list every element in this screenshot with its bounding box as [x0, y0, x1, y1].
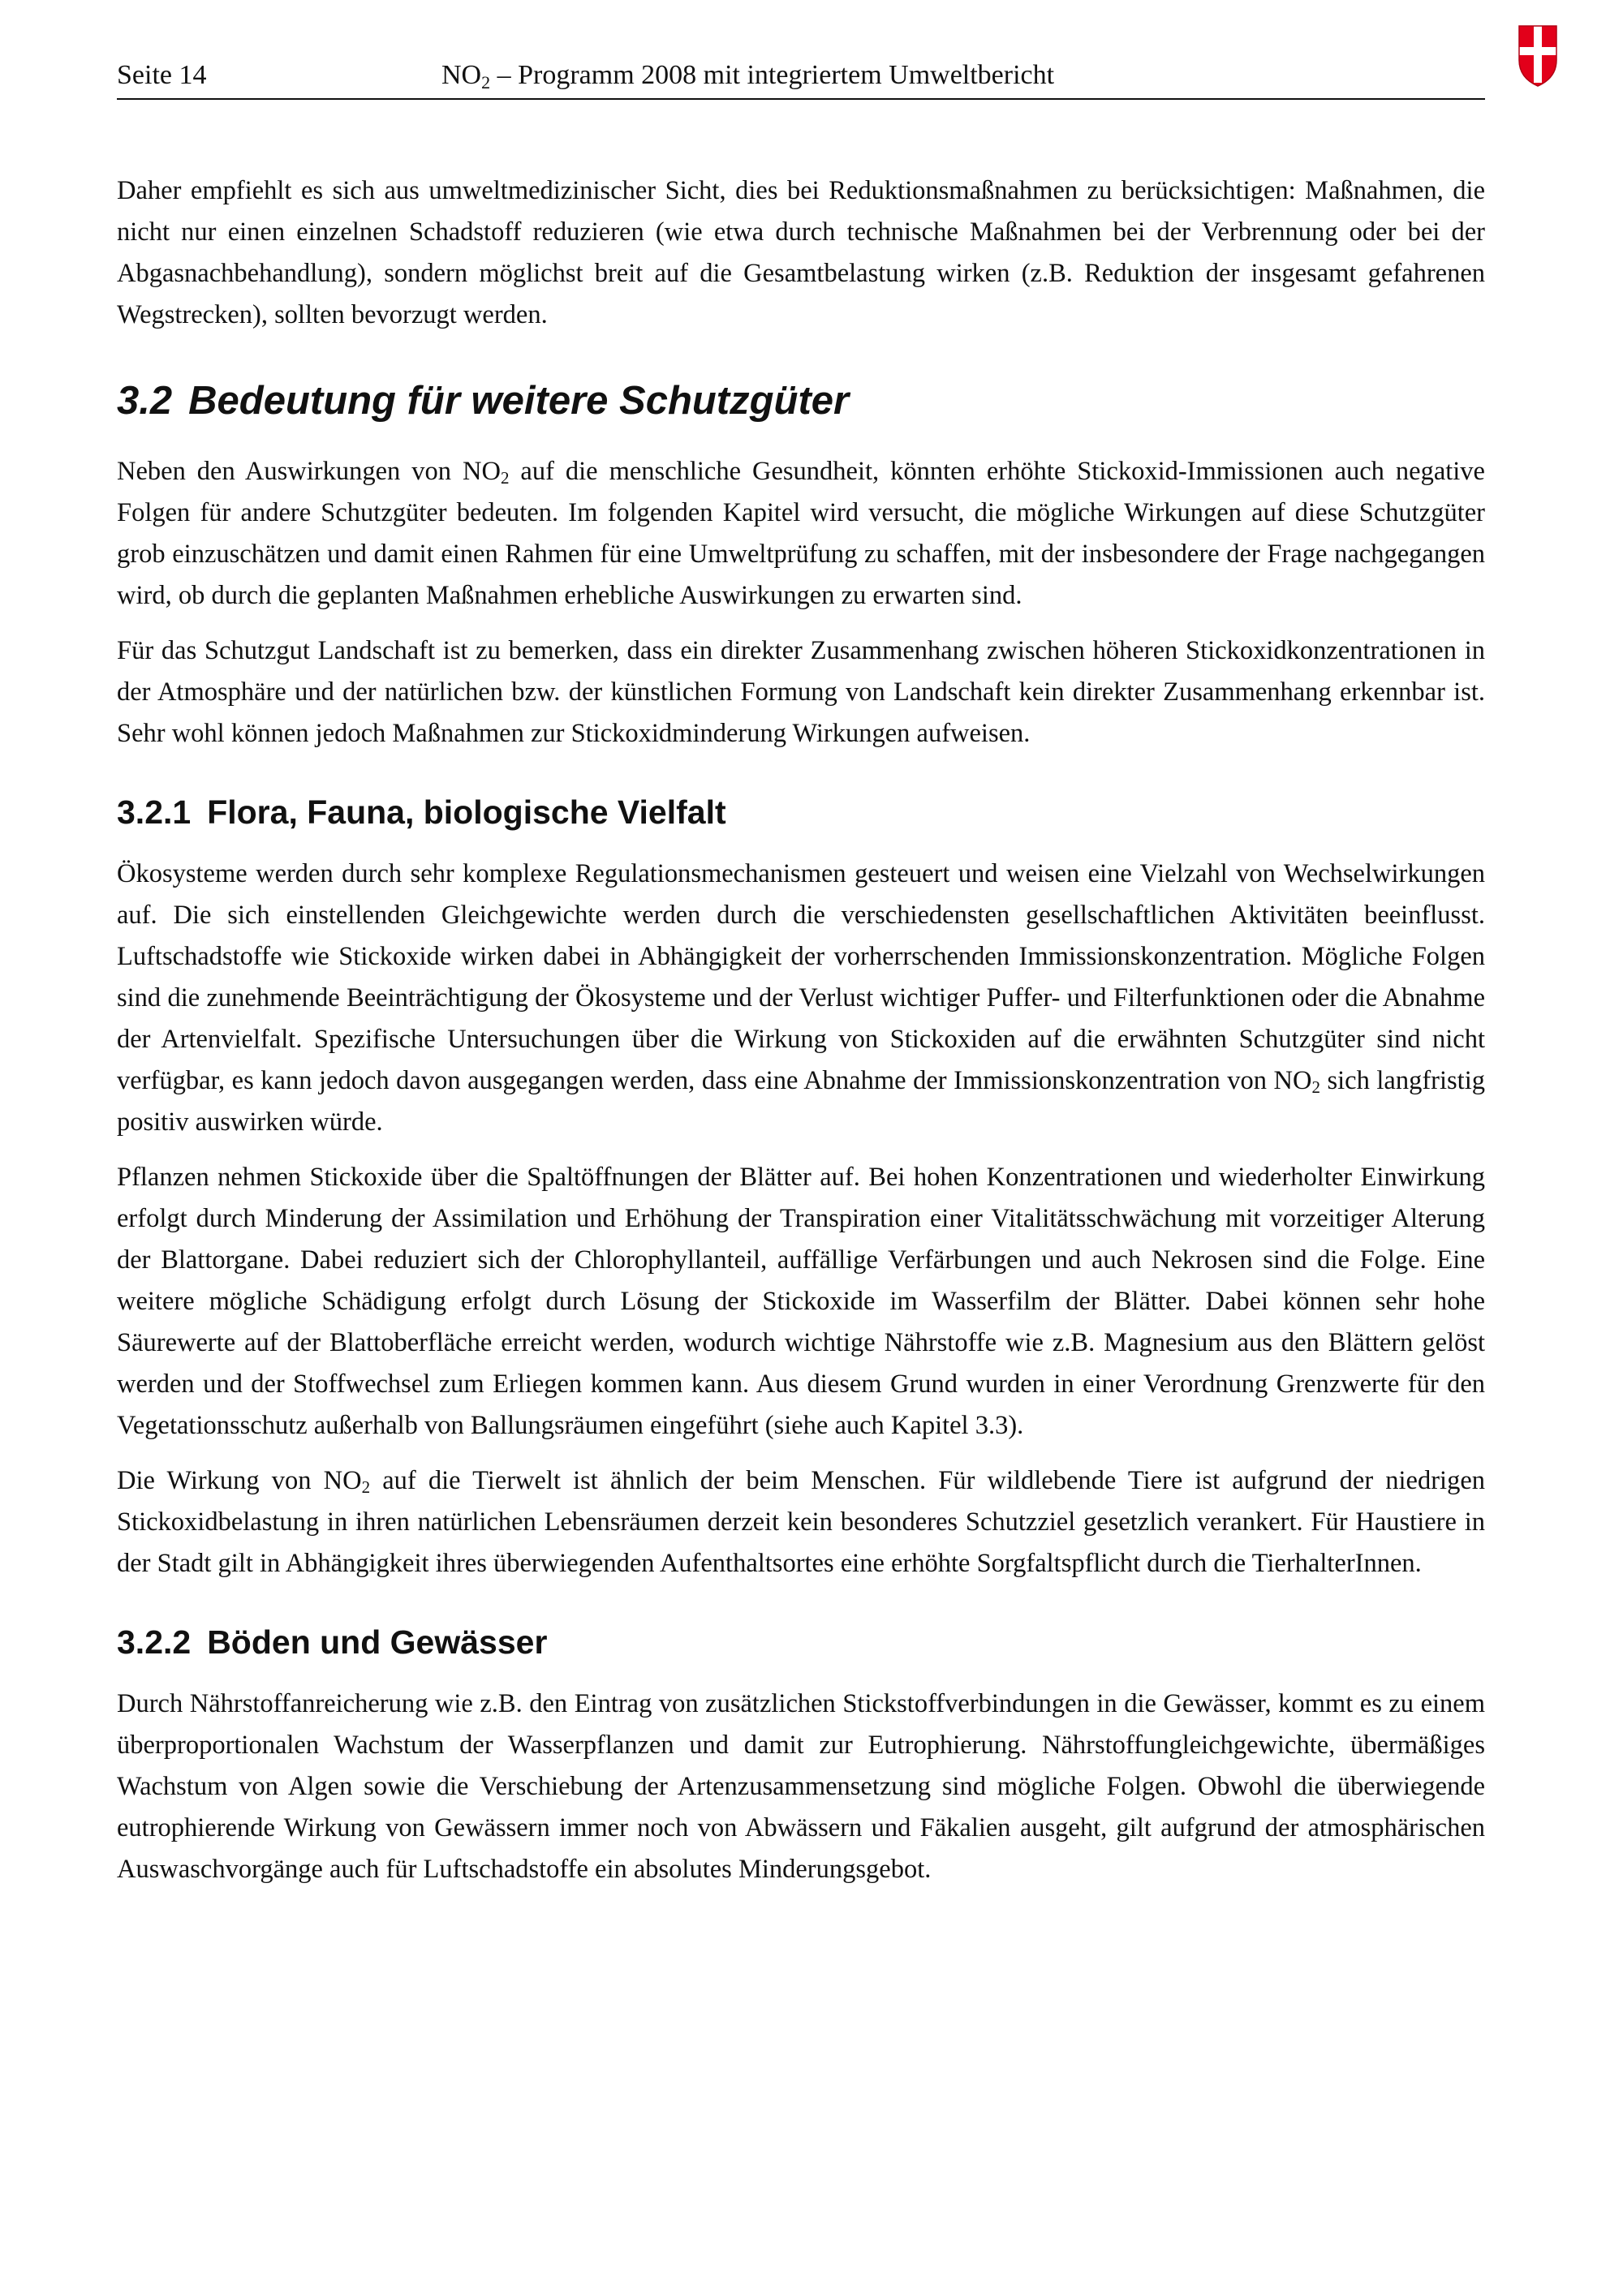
section-3-2-paragraph-1 [117, 451, 1485, 617]
document-title [441, 60, 1054, 93]
paragraph-text: auf die menschliche Gesundheit, könnten erhöhte Stickoxid-Immissionen auch negative Folgen für andere Schutzgüter bedeuten. Im folgenden Kapitel wird versucht, die mögliche Wirkungen auf diese Schutzgüter grob einzuschätzen und damit einen Rahmen für eine Umweltprüfung zu schaffen, mit der insbesondere der Frage nachgegangen wird, ob durch die geplanten Maßnahmen erhebliche Auswirkungen zu erwarten sind. [117, 457, 1485, 610]
intro-paragraph: Daher empfiehlt es sich aus umweltmedizinischer Sicht, dies bei Reduktionsmaßnahmen zu berücksichtigen: Maßnahmen, die nicht nur einen einzelnen Schadstoff reduzieren (wie etwa durch technische Maßnahmen bei der Verbrennung oder bei der Abgasnachbehandlung), sondern möglichst breit auf die Gesamtbelastung wirken (z.B. Reduktion der insgesamt gefahrenen Wegstrecken), sollten bevorzugt werden. [117, 176, 1485, 329]
section-number: 3.2 [117, 379, 173, 423]
paragraph-text: Die Wirkung von NO [117, 1466, 362, 1495]
section-number: 3.2.1 [117, 793, 192, 831]
paragraph-text: auf die Tierwelt ist ähnlich der beim Menschen. Für wildlebende Tiere ist aufgrund der niedrigen Stickoxidbelastung in ihren natürlichen Lebensräumen derzeit kein besonderes Schutzziel gesetzlich verankert. Für Haustiere in der Stadt gilt in Abhängigkeit ihres überwiegenden Aufenthaltsortes eine erhöhte Sorgfaltspflicht durch die TierhalterInnen. [117, 1466, 1485, 1578]
paragraph-text: sich langfristig positiv auswirken würde. [117, 1066, 1485, 1137]
subscript: 2 [500, 468, 510, 488]
paragraph-text: Neben den Auswirkungen von NO [117, 457, 501, 486]
section-3-2-1-paragraph-2: Pflanzen nehmen Stickoxide über die Spaltöffnungen der Blätter auf. Bei hohen Konzentrationen und wiederholter Einwirkung erfolgt durch Minderung der Assimilation und Erhöhung der Transpiration einer Vitalitätsschwächung mit vorzeitiger Alterung der Blattorgane. Dabei reduziert sich der Chlorophyllanteil, auffällige Verfärbungen und auch Nekrosen sind die Folge. Eine weitere mögliche Schädigung erfolgt durch Lösung der Stickoxide im Wasserfilm der Blätter. Dabei können sehr hohe Säurewerte auf der Blattoberfläche erreicht werden, wodurch wichtige Nährstoffe wie z.B. Magnesium aus den Blättern gelöst werden und der Stoffwechsel zum Erliegen kommen kann. Aus diesem Grund wurden in einer Verordnung Grenzwerte für den Vegetationsschutz außerhalb von Ballungsräumen eingeführt (siehe auch Kapitel 3.3). [117, 1163, 1485, 1440]
title-rest: – Programm 2008 mit integriertem Umweltbericht [490, 60, 1055, 90]
section-heading-3-2 [117, 378, 1485, 424]
section-3-2-1-paragraph-3 [117, 1460, 1485, 1584]
page-number: Seite 14 [117, 60, 207, 90]
subscript: 2 [1311, 1077, 1320, 1097]
section-3-2-paragraph-2: Für das Schutzgut Landschaft ist zu bemerken, dass ein direkter Zusammenhang zwischen höheren Stickoxidkonzentrationen in der Atmosphäre und der natürlichen bzw. der künstlichen Formung von Landschaft kein direkter Zusammenhang erkennbar ist. Sehr wohl können jedoch Maßnahmen zur Stickoxidminderung Wirkungen aufweisen. [117, 636, 1485, 748]
paragraph-text: Ökosysteme werden durch sehr komplexe Regulationsmechanismen gesteuert und weisen eine Vielzahl von Wechselwirkungen auf. Die sich einstellenden Gleichgewichte werden durch die verschiedensten gesellschaftlichen Aktivitäten beeinflusst. Luftschadstoffe wie Stickoxide wirken dabei in Abhängigkeit der vorherrschenden Immissionskonzentration. Mögliche Folgen sind die zunehmende Beeinträchtigung der Ökosysteme und der Verlust wichtiger Puffer- und Filterfunktionen oder die Abnahme der Artenvielfalt. Spezifische Untersuchungen über die Wirkung von Stickoxiden auf die erwähnten Schutzgüter sind nicht verfügbar, es kann jedoch davon ausgegangen werden, dass eine Abnahme der Immissionskonzentration von NO [117, 859, 1485, 1095]
section-3-2-1-paragraph-1 [117, 853, 1485, 1143]
title-prefix: NO [441, 60, 482, 90]
section-number: 3.2.2 [117, 1623, 192, 1661]
section-heading-3-2-1 [117, 792, 1485, 832]
vienna-coat-of-arms-icon [1518, 23, 1558, 88]
page-header [117, 57, 1485, 102]
section-title: Bedeutung für weitere Schutzgüter [188, 379, 850, 423]
document-body [117, 170, 1485, 1904]
section-heading-3-2-2 [117, 1622, 1485, 1662]
subscript: 2 [361, 1477, 371, 1497]
section-title: Flora, Fauna, biologische Vielfalt [207, 793, 726, 831]
header-divider [117, 98, 1485, 100]
section-3-2-2-paragraph-1: Durch Nährstoffanreicherung wie z.B. den Eintrag von zusätzlichen Stickstoffverbindungen in die Gewässer, kommt es zu einem überproportionalen Wachstum der Wasserpflanzen und damit zur Eutrophierung. Nährstoffungleichgewichte, übermäßiges Wachstum von Algen sowie die Verschiebung der Artenzusammensetzung sind mögliche Folgen. Obwohl die überwiegende eutrophierende Wirkung von Gewässern immer noch von Abwässern und Fäkalien ausgeht, gilt aufgrund der atmosphärischen Auswaschvorgänge auch für Luftschadstoffe ein absolutes Minderungsgebot. [117, 1689, 1485, 1884]
title-subscript: 2 [481, 72, 491, 92]
section-title: Böden und Gewässer [207, 1623, 548, 1661]
